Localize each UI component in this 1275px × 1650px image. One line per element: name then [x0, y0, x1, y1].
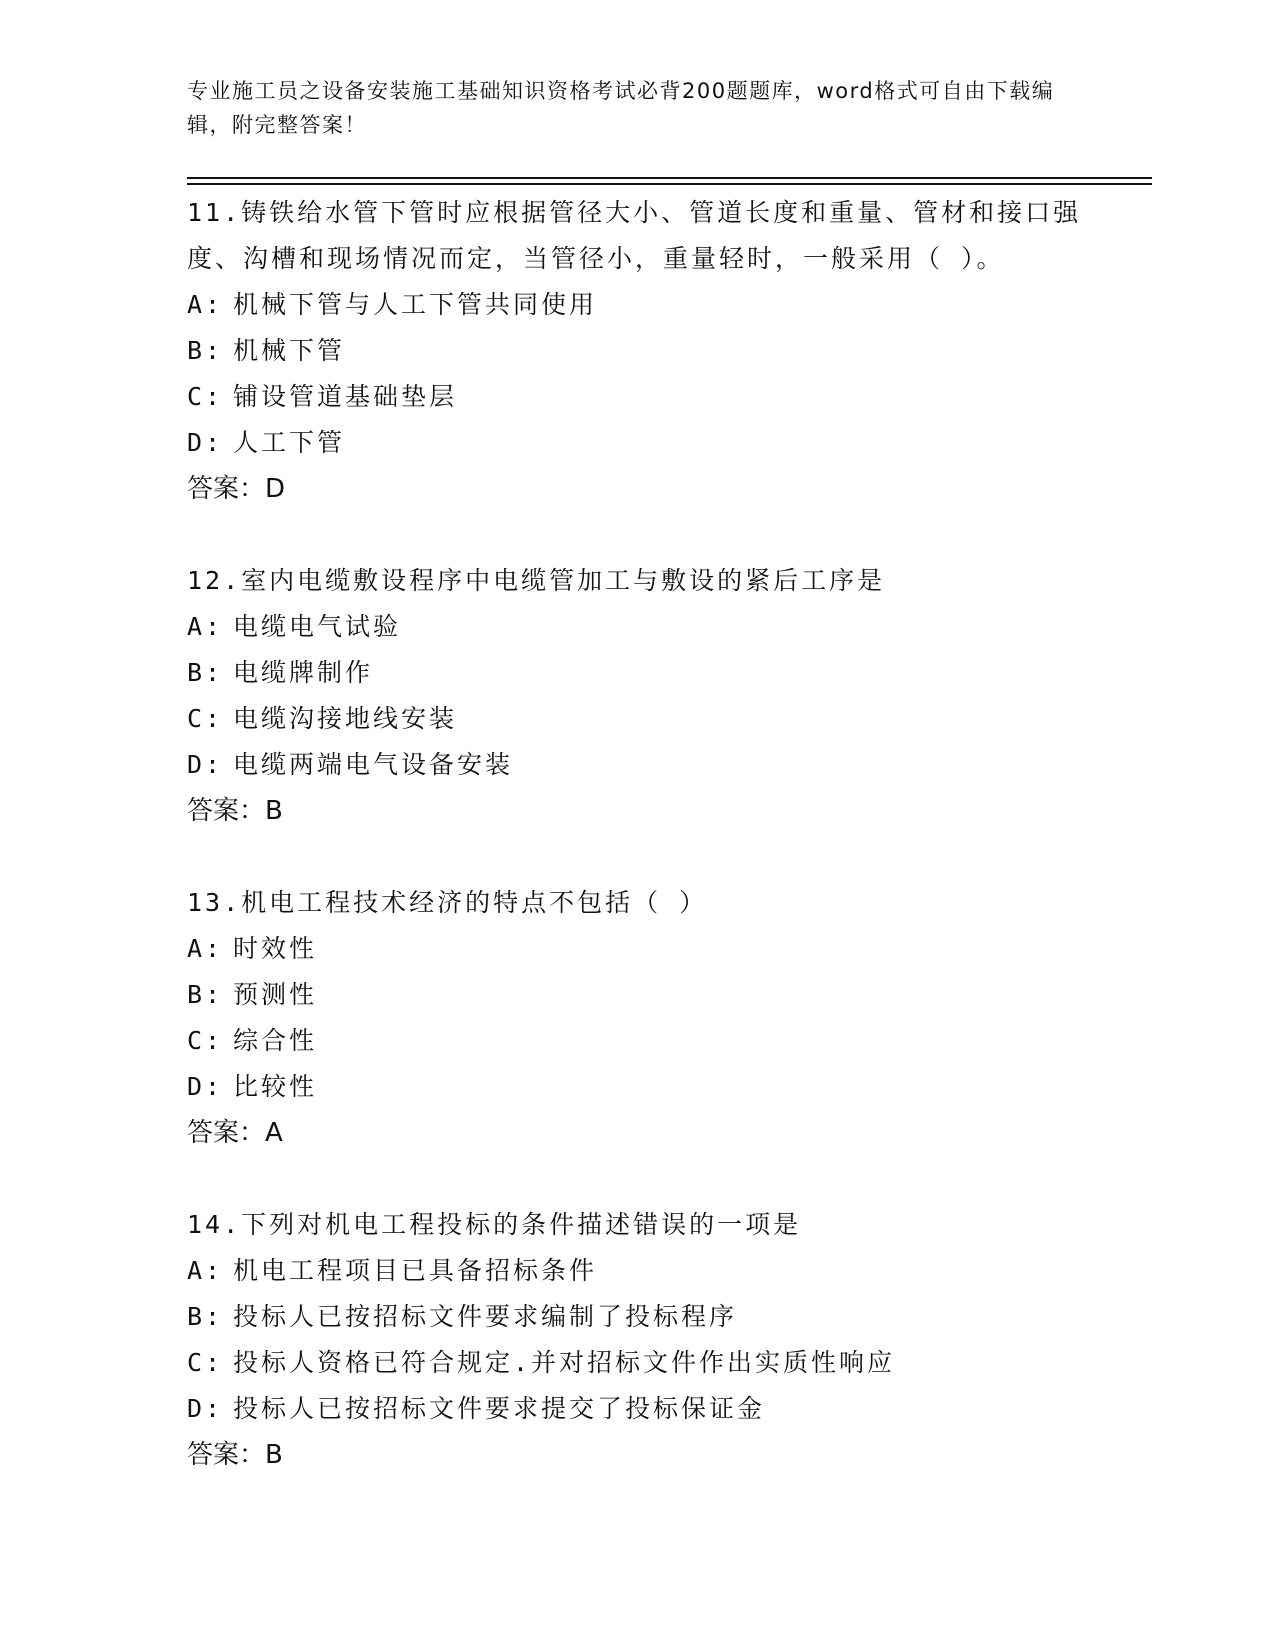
- option-c: [187, 696, 1087, 742]
- option-text: 机电工程项目已具备招标条件: [233, 1256, 598, 1285]
- option-d: [187, 742, 1087, 788]
- answer-value: A: [265, 1118, 283, 1148]
- option-a: [187, 282, 1087, 328]
- answer-value: D: [265, 474, 286, 504]
- answer-label: 答案：: [187, 1440, 266, 1470]
- option-key: D:: [187, 750, 224, 779]
- answer-label: 答案：: [187, 796, 266, 826]
- option-key: C:: [187, 382, 224, 411]
- option-key: C:: [187, 704, 224, 733]
- document-header: 专业施工员之设备安装施工基础知识资格考试必背200题题库，word格式可自由下载编辑，附完整答案！: [187, 79, 1055, 137]
- question-list: [187, 190, 1087, 1524]
- option-a: [187, 604, 1087, 650]
- option-key: B:: [187, 980, 224, 1009]
- answer-label: 答案：: [187, 474, 266, 504]
- option-text: 电缆沟接地线安装: [233, 704, 458, 733]
- option-d: [187, 420, 1087, 466]
- option-d: [187, 1386, 1087, 1432]
- option-text: 机械下管与人工下管共同使用: [233, 290, 598, 319]
- question-stem: 11.铸铁给水管下管时应根据管径大小、管道长度和重量、管材和接口强度、沟槽和现场情况而定，当管径小，重量轻时，一般采用（ ）。: [187, 198, 1082, 273]
- option-text: 投标人已按招标文件要求编制了投标程序: [233, 1302, 738, 1331]
- question-stem: 12.室内电缆敷设程序中电缆管加工与敷设的紧后工序是: [187, 566, 886, 595]
- header-divider-top: [187, 177, 1152, 179]
- answer-line: [187, 788, 1087, 834]
- option-b: [187, 328, 1087, 374]
- option-key: B:: [187, 1302, 224, 1331]
- answer-value: B: [265, 1440, 283, 1470]
- option-text: 投标人资格已符合规定.并对招标文件作出实质性响应: [233, 1348, 896, 1377]
- answer-label: 答案：: [187, 1118, 266, 1148]
- option-a: [187, 1248, 1087, 1294]
- option-text: 比较性: [233, 1072, 318, 1101]
- question-14: [187, 1202, 1087, 1478]
- option-b: [187, 1294, 1087, 1340]
- option-b: [187, 972, 1087, 1018]
- option-key: C:: [187, 1348, 224, 1377]
- option-text: 电缆两端电气设备安装: [233, 750, 514, 779]
- question-stem: 14.下列对机电工程投标的条件描述错误的一项是: [187, 1210, 802, 1239]
- option-text: 时效性: [233, 934, 318, 963]
- option-key: A:: [187, 612, 224, 641]
- option-c: [187, 1340, 1087, 1386]
- option-text: 铺设管道基础垫层: [233, 382, 458, 411]
- option-d: [187, 1064, 1087, 1110]
- header-divider-bottom: [187, 183, 1152, 185]
- option-text: 电缆电气试验: [233, 612, 402, 641]
- question-stem: 13.机电工程技术经济的特点不包括（ ）: [187, 888, 708, 917]
- answer-value: B: [265, 796, 283, 826]
- option-text: 综合性: [233, 1026, 318, 1055]
- option-text: 人工下管: [233, 428, 346, 457]
- question-11: [187, 190, 1087, 512]
- option-text: 投标人已按招标文件要求提交了投标保证金: [233, 1394, 766, 1423]
- option-a: [187, 926, 1087, 972]
- option-text: 电缆牌制作: [233, 658, 374, 687]
- option-key: B:: [187, 658, 224, 687]
- question-13: [187, 880, 1087, 1156]
- option-text: 机械下管: [233, 336, 346, 365]
- option-key: B:: [187, 336, 224, 365]
- option-key: A:: [187, 1256, 224, 1285]
- option-key: D:: [187, 428, 224, 457]
- option-key: D:: [187, 1394, 224, 1423]
- option-key: A:: [187, 934, 224, 963]
- option-c: [187, 374, 1087, 420]
- answer-line: [187, 1432, 1087, 1478]
- option-b: [187, 650, 1087, 696]
- answer-line: [187, 466, 1087, 512]
- option-key: D:: [187, 1072, 224, 1101]
- option-text: 预测性: [233, 980, 318, 1009]
- question-12: [187, 558, 1087, 834]
- option-key: A:: [187, 290, 224, 319]
- answer-line: [187, 1110, 1087, 1156]
- option-c: [187, 1018, 1087, 1064]
- option-key: C:: [187, 1026, 224, 1055]
